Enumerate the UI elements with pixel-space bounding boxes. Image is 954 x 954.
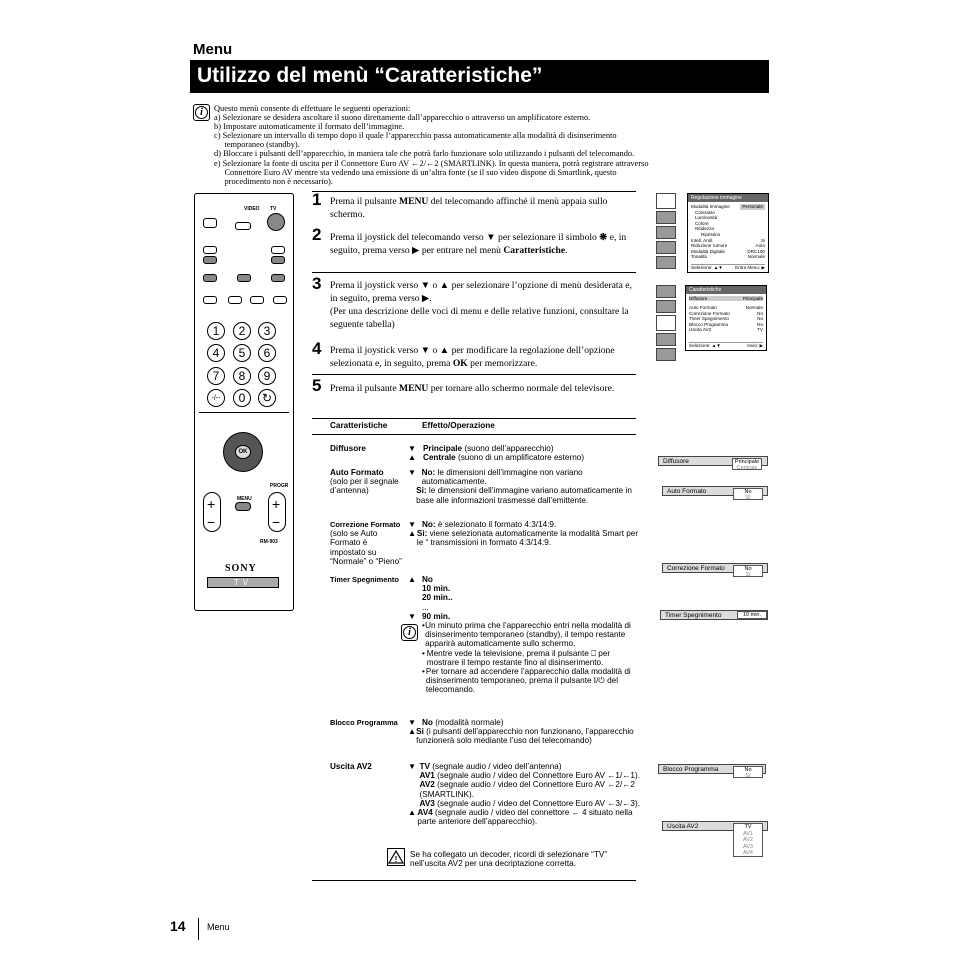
bar-value-text: Si [745,572,751,578]
step-text [330,279,635,331]
setup-icon [656,333,676,346]
remote-button [203,246,217,254]
bar-value-text: Si [745,773,751,779]
minus-icon: − [272,514,281,530]
step-text [330,344,635,370]
option-row [408,575,644,612]
step-text-bold: MENU [399,383,429,394]
option-row [408,727,644,745]
bullet-dot: • [422,648,425,658]
brand-logo: SONY [225,563,257,574]
option-row [408,762,644,808]
step-text-part: e, in seguito, prema verso ▶ per entrare nel menù [330,232,627,256]
divider [312,434,636,435]
screen-rows [688,202,768,262]
feature-note: (solo per il segnale d’antenna) [330,477,399,496]
row-label: Tonalità [691,254,707,260]
screen-row: Ripristino [701,231,721,237]
number-button-6: 6 [258,344,276,362]
remote-button [250,296,264,304]
feature-effect [408,444,644,462]
model-label: RM-903 [260,539,278,545]
divider [312,272,636,273]
arrow: ▼ [408,762,417,771]
step-number: 1 [312,190,322,209]
feature-name [330,575,399,584]
mute-button [203,218,217,228]
arrow: ▼ [408,611,417,621]
menu-button [235,502,251,511]
number-button-9: 9 [258,367,276,385]
arrow: ▲ [408,529,417,539]
option-text: (segnale audio / video del Connettore Euro AV ←1/←1). [434,771,640,781]
page-number: 14 [170,918,186,934]
intro-line: a) Selezionare se desidera ascoltare il suono direttamente dall’apparecchio o attraverso un amplificatore esterno. [214,113,591,123]
features-icon [656,226,676,239]
footer-left: Selezione: ▲▼ [691,265,723,270]
screen-footer [691,264,765,271]
info-icon: i [193,104,210,121]
bar-value [733,823,763,857]
option-text: è selezionato il formato 4:3/14:9. [435,520,557,529]
row-label: Timer Spegnimento [689,316,729,322]
number-button-2: 2 [233,322,251,340]
setup-icon [656,241,676,254]
bar-value-text: AV4 [743,850,753,857]
preset-icon [656,256,676,269]
footer-section: Menu [207,922,230,932]
option-bold: 90 min. [422,611,451,621]
minus-icon: − [207,514,216,530]
screen-row: Luminosità [695,215,718,221]
option-text: (modalità normale) [432,718,504,727]
warning-text: Se ha collegato un decoder, ricordi di selezionare “TV” nell’uscita AV2 per una decriptazione corretta. [410,850,608,869]
step-text-part: Prema il joystick verso ▼ o ▲ per modificare la regolazione dell’opzione selezionata e, in seguito, prema [330,345,615,369]
option-row [408,718,644,727]
divider [312,374,636,375]
sound-icon [656,211,676,224]
intro-line: e) Selezionare la fonte di uscita per il Connettore Euro AV ←2/←2 (SMARTLINK). In questa maniera, potrà registrare attraverso [214,158,649,168]
row-value: DRC100 [747,248,765,254]
row-label: Correzione Formato [689,310,730,316]
arrow [408,486,416,504]
bar-value [733,488,763,500]
bullet [408,649,644,667]
info-icon: i [401,624,418,641]
bar-label: Correzione Formato [667,565,725,572]
bullet-text: Per tornare ad accendere l’apparecchio dalla modalità di disinserimento temporaneo, prema il pulsante I/⏻ del telecomando. [425,667,631,695]
progr-label: PROGR [270,483,289,489]
row-label: Uscita AV2 [689,327,712,333]
menu-icon-column [656,193,676,271]
bar-label: Diffusore [663,458,689,465]
arrow: ▼ [408,520,417,529]
step-number: 5 [312,376,322,395]
feature-name-text: Timer Spegnimento [330,575,399,584]
picture-icon [656,193,676,209]
footer-divider [198,918,199,940]
column-header: Caratteristiche [330,421,388,430]
intro-line: d) Bloccare i pulsanti dell’apparecchio, in maniera tale che potrà farlo funzionare solo utilizzando i pulsanti del telecomando. [214,149,635,159]
option-bold: TV [419,762,431,771]
step-number: 3 [312,274,322,293]
feature-name-text: Correzione Formato [330,520,401,529]
ok-button: OK [235,445,251,459]
step-text-part: . [565,245,568,256]
step-text-part: per tornare allo schermo normale del televisore. [428,383,615,394]
feature-effect [408,762,644,826]
screen-title: Regolazione immagine [688,194,768,202]
remote-button [228,296,242,304]
digit-button: -/-- [207,389,225,407]
feature-name [330,762,372,771]
intro-line: temporaneo (standby). [214,140,300,150]
option-row [408,453,644,462]
bar-value [732,458,762,470]
row-value: TV [757,327,763,333]
bar-value-text: Principale [734,459,760,465]
footer-right: Entra Menu: ▶ [735,265,765,270]
step-text-part: del telecomando affinché il menù appaia sullo schermo. [330,196,608,220]
warning-icon [387,848,405,866]
option-bold: Centrale [422,453,456,463]
menu-icon-column [656,285,676,363]
option-text: (segnale audio / video del Connettore Euro AV ←2/←2 (SMARTLINK). [419,780,635,799]
picture-icon [656,285,676,298]
divider [312,191,636,192]
step-number: 2 [312,225,322,244]
bar-label: Uscita AV2 [667,823,699,830]
arrow: ▼ [408,444,417,453]
option-bold: AV1 [419,771,435,781]
row-value: Principale [742,296,763,301]
bar-value-text: Centrale [736,465,758,471]
row-label: Riduzione rumore [691,243,728,249]
page-title: Utilizzo del menù “Caratteristiche” [190,60,769,93]
bullet-text: Mentre vede la televisione, prema il pulsante ⎕ per mostrare il tempo restante fino al disinserimento. [426,648,611,667]
option-text: le dimensioni dell’immagine variano automaticamente in base alle informazioni trasmesse dall’emittente. [416,486,632,505]
intro-line: Connettore Euro AV mentre sta vedendo una emissione di un’altra fonte (se il suo video dispone di Smartlink, questo [214,167,617,177]
row-value: No [757,310,763,316]
feature-effect [408,520,644,548]
option-text: le dimensioni dell’immagine non variano automaticamente. [421,468,583,487]
feature-name [330,468,400,496]
row-value: No [757,321,763,327]
option-row [408,808,644,826]
bar-value-text: AV1 [743,830,753,837]
number-button-8: 8 [233,367,251,385]
bullet-dot: • [422,667,425,677]
remote-button [203,256,217,264]
footer-right: Invio: ▶ [747,343,763,348]
number-button-5: 5 [233,344,251,362]
row-label: Modalità Digitale [691,248,725,254]
feature-name [330,718,398,727]
footer-left: Selezione: ▲▼ [689,343,721,348]
option-bold: 10 min. [422,584,451,594]
screen-rows [686,294,766,334]
row-value: Auto [755,243,765,249]
bar-label: Blocco Programma [663,766,719,773]
option-row [408,468,644,486]
feature-name-text: Blocco Programma [330,718,398,727]
arrow: ▼ [408,468,417,477]
remote-button [237,274,251,282]
option-bold: Si [416,727,424,737]
option-text: viene selezionata automaticamente la modalità Smart per le “ transmissioni in formato 4:3/14:9. [416,529,639,548]
plus-icon: + [207,496,216,512]
menu-label: MENU [237,496,252,502]
video-label: VIDEO [244,206,260,212]
option-text: (i pulsanti dell’apparecchio non funzionano, l’apparecchio funzionerà solo mediante l’uso del telecomando) [416,727,634,746]
option-line [420,762,644,771]
row-value: No [757,316,763,322]
intro-line: procedimento non è necessario). [214,176,333,186]
feature-name [330,444,366,453]
option-row [408,612,644,621]
feature-effect [408,468,644,505]
number-button-7: 7 [207,367,225,385]
arrow: ▲ [408,453,417,463]
row-value: Normale [747,254,765,260]
bar-value-text: AV3 [743,843,753,850]
number-button-0: 0 [233,389,251,407]
divider [312,880,636,881]
step-text-bold: Caratteristiche [503,245,566,256]
tv-power-button [267,213,285,231]
option-text: ... [422,602,429,612]
number-button-3: 3 [258,322,276,340]
step-text-bold: OK [452,358,468,369]
screen-row [691,254,765,260]
svg-text:!: ! [394,855,398,864]
option-text: (suono dell’apparecchio) [462,444,554,453]
step-text [330,231,635,257]
screen-row [689,327,763,332]
screen-row: Contrasto [695,209,715,215]
option-bold: No: [422,520,436,529]
feature-note: (solo se Auto Formato è impostato su “Normale” o “Pieno” [330,529,402,566]
bar-value-text: AV2 [743,837,753,844]
step-text-part: Prema il joystick verso ▼ o ▲ per selezionare l’opzione di menù desiderata e, in seguito, prema verso ▶. [330,280,632,304]
step-text-part: Prema il joystick del telecomando verso ▼ per selezionare il simbolo [330,232,600,243]
row-label: Diffusore [689,296,708,301]
bullet [408,667,644,695]
step-text-part: (Per una descrizione delle voci di menu e delle relative funzioni, consultare la seguente tabella) [330,306,629,330]
option-bold: AV2 [419,780,435,790]
option-text: (segnale audio / video del Connettore Euro AV ←3/←3). [434,798,640,808]
step-text [330,382,635,395]
remote-button [271,256,285,264]
feature-effect [408,575,644,695]
remote-button [203,296,217,304]
row-label: Modalità Immagine [691,204,730,209]
intro-text [214,104,774,186]
intro-line: Questo menù consente di effettuare le seguenti operazioni: [214,104,411,113]
section-label: Menu [193,41,233,58]
row-label: Intell. Antil. [691,237,714,243]
step-text-bold: MENU [399,196,429,207]
step-number: 4 [312,339,322,358]
tv-badge: TV [207,577,279,588]
menu-screen [687,193,769,273]
arrow: ▼ [408,718,417,727]
tv-label: TV [270,206,277,212]
divider [199,412,289,413]
option-bold: No: [421,468,436,477]
step-text [330,195,635,221]
intro-line: c) Selezionare un intervallo di tempo dopo il quale l’apparecchio passa automaticamente alla modalità di disinserimento [214,131,617,141]
jump-button: ↻ [258,389,276,407]
feature-name-text: Auto Formato [330,468,384,477]
option-bold: No [422,718,433,727]
features-icon: ❋ [599,232,608,243]
bullet-text: Un minuto prima che l’apparecchio entri nella modalità di disinserimento temporaneo (standby), il tempo restante apparirà automaticamente sullo schermo. [425,621,631,649]
option-text: (segnale audio / video dell’antenna) [430,762,562,771]
sound-icon [656,300,676,313]
bar-value [733,766,763,778]
number-button-1: 1 [207,322,225,340]
feature-name [330,520,410,566]
option-bold: AV3 [419,798,435,808]
row-label: Auto Formato [689,305,717,311]
preset-icon [656,348,676,361]
bar-value [733,565,763,577]
step-text-part: Prema il pulsante [330,383,400,394]
step-text-part: per memorizzare. [467,358,538,369]
features-icon [656,315,676,331]
number-button-4: 4 [207,344,225,362]
bullet [408,621,644,649]
bar-label: Auto Formato [667,488,707,495]
plus-icon: + [272,496,281,512]
remote-button [273,296,287,304]
feature-effect [408,718,644,746]
bar-value-text: Si [745,495,751,501]
option-row [408,486,644,504]
step-text-part: Prema il pulsante [330,196,400,207]
bar-value-text: No [744,489,752,495]
option-bold: AV4 [417,808,433,818]
option-line [420,771,644,780]
bar-value-text: No [744,566,752,572]
option-line [420,780,644,798]
menu-screen [685,285,767,351]
option-bold: No [422,575,433,584]
row-value: Si [760,237,765,243]
option-row [408,520,644,529]
option-bold: Principale [422,444,463,453]
bar-value-text: TV [744,824,752,830]
remote-button [203,274,217,282]
intro-line: b) Impostare automaticamente il formato dell’immagine. [214,122,405,132]
bullet-dot: • [422,621,425,631]
row-value: Personale [742,204,763,209]
feature-name-text: Diffusore [330,444,366,453]
screen-row: Nitidezza [695,226,714,232]
feature-name-text: Uscita AV2 [330,762,372,771]
divider [312,418,636,419]
option-text: (suono di un amplificatore esterno) [455,453,585,463]
option-bold: Si: [416,529,428,539]
option-text: (segnale audio / video del connettore ← 4 situato nella parte anteriore dell’apparecchio). [417,808,633,827]
arrow: ▲ [408,575,417,584]
video-power-button [235,222,251,230]
option-row [408,444,644,453]
screen-title: Caratteristiche [686,286,766,294]
row-value: Normale [745,305,763,311]
option-bold: 20 min.. [422,593,453,603]
option-bold: Si: [416,486,427,496]
screen-footer [689,342,763,349]
remote-control [194,193,294,611]
arrow: ▲ [408,727,417,737]
option-row [408,529,644,547]
bar-value-text: No [744,767,752,773]
screen-row: Colore [695,220,709,226]
remote-button [271,246,285,254]
remote-button [271,274,285,282]
column-header: Effetto/Operazione [422,421,495,430]
row-label: Blocco Programma [689,321,729,327]
arrow: ▲ [408,808,417,818]
bar-label: Timer Spegnimento [665,612,722,619]
screen-row [691,204,765,210]
bar-value: 10 min. [737,611,767,619]
option-line [420,799,644,808]
